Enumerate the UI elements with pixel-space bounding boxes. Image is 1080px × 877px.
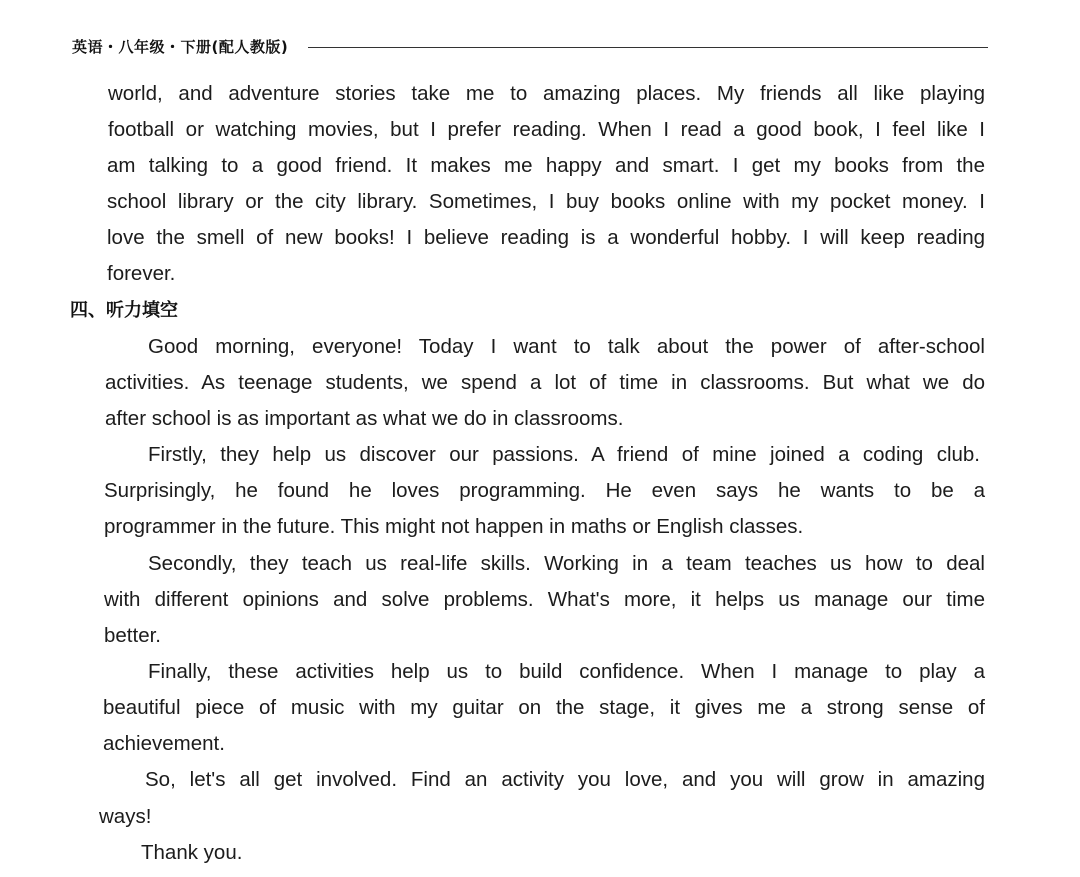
passage1-line-5: love the smell of new books! I believe reading is a wonderful hobby. I will keep reading <box>107 226 985 249</box>
passage2-line-11: beautiful piece of music with my guitar on the stage, it gives me a strong sense of <box>103 696 985 719</box>
passage2-line-12: achievement. <box>103 732 225 755</box>
passage2-line-9: better. <box>104 624 161 647</box>
passage1-line-6: forever. <box>107 262 176 285</box>
header-rule <box>308 47 988 48</box>
passage1-line-3: am talking to a good friend. It makes me happy and smart. I get my books from the <box>107 154 985 177</box>
passage1-line-4: school library or the city library. Sometimes, I buy books online with my pocket money. I <box>107 190 985 213</box>
passage2-line-14: ways! <box>99 805 152 828</box>
passage2-line-15: Thank you. <box>141 841 243 864</box>
passage2-line-6: programmer in the future. This might not happen in maths or English classes. <box>104 515 804 538</box>
page-header <box>72 36 988 56</box>
passage2-line-2: activities. As teenage students, we spend a lot of time in classrooms. But what we do <box>105 371 985 394</box>
passage2-line-5: Surprisingly, he found he loves programming. He even says he wants to be a <box>104 479 985 502</box>
passage2-line-4: Firstly, they help us discover our passions. A friend of mine joined a coding club. <box>148 443 980 466</box>
section-heading: 四、听力填空 <box>70 300 178 321</box>
passage1-line-1: world, and adventure stories take me to amazing places. My friends all like playing <box>108 82 985 105</box>
passage2-line-1: Good morning, everyone! Today I want to talk about the power of after-school <box>148 335 985 358</box>
passage1-line-2: football or watching movies, but I prefer reading. When I read a good book, I feel like I <box>108 118 985 141</box>
passage2-line-3: after school is as important as what we do in classrooms. <box>105 407 624 430</box>
passage2-line-7: Secondly, they teach us real-life skills. Working in a team teaches us how to deal <box>148 552 985 575</box>
passage2-line-10: Finally, these activities help us to build confidence. When I manage to play a <box>148 660 985 683</box>
passage2-line-8: with different opinions and solve problems. What's more, it helps us manage our time <box>104 588 985 611</box>
header-title: 英语・八年级・下册(配人教版) <box>72 37 289 56</box>
passage2-line-13: So, let's all get involved. Find an activity you love, and you will grow in amazing <box>145 768 985 791</box>
